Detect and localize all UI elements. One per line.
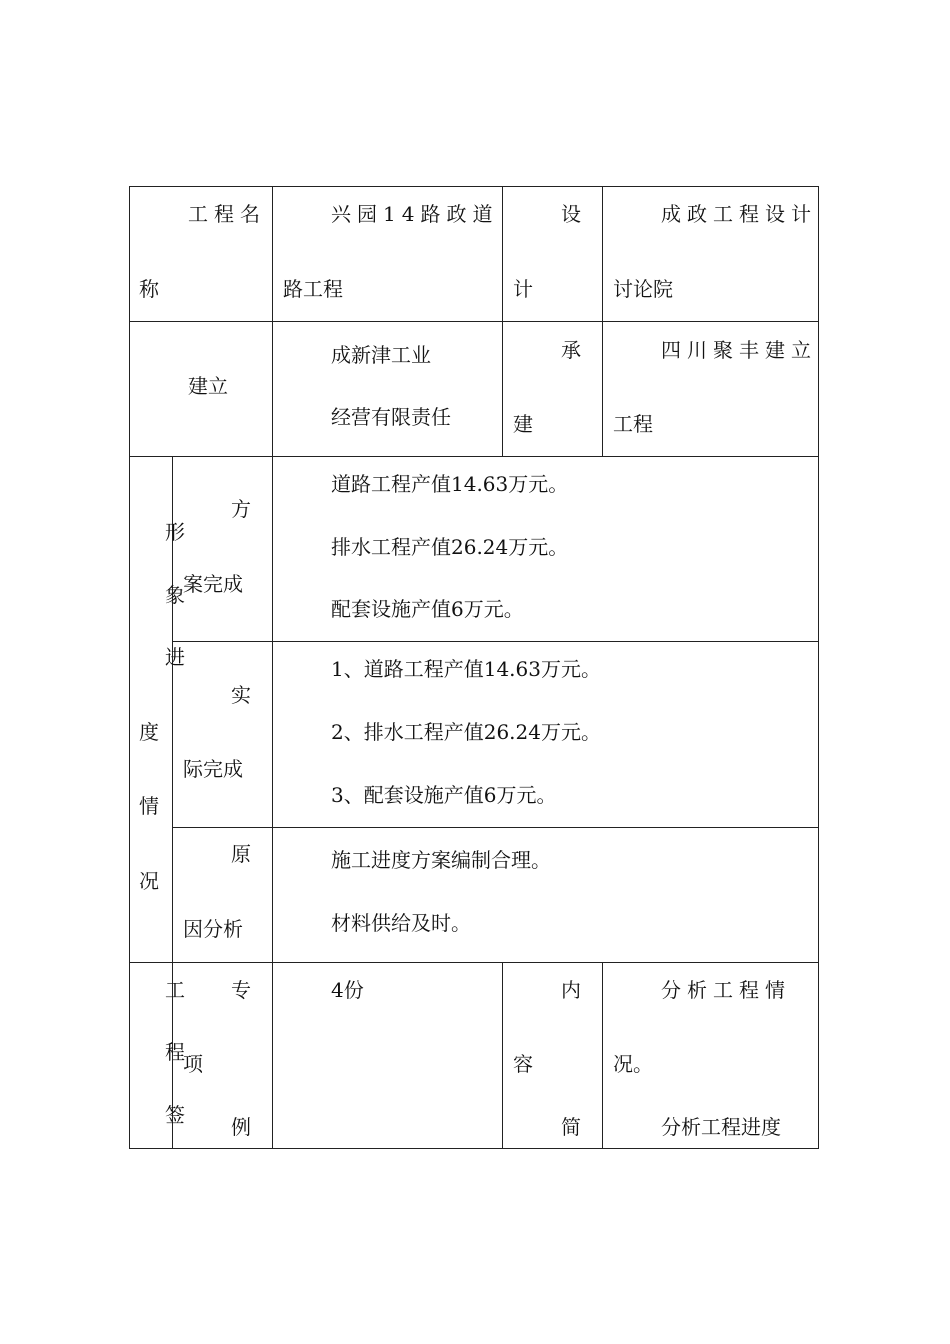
project-name-value-cont: 路工程 [283, 277, 343, 301]
project-name-label-cont: 称 [139, 277, 159, 301]
contractor-label-cont: 建 [513, 412, 533, 436]
progress-label-char: 度 [139, 720, 159, 744]
row-divider [172, 641, 819, 642]
design-label: 设 [561, 202, 581, 226]
summary-value: 分析工程情 [661, 978, 791, 1002]
row-divider [129, 962, 819, 963]
table-border-top [129, 186, 819, 187]
builder-value: 成新津工业 [331, 343, 431, 367]
copies-value: 4份 [331, 978, 364, 1002]
special-label-char: 专 [231, 978, 251, 1002]
progress-label-char: 情 [139, 794, 159, 818]
builder-label: 建立 [188, 374, 228, 398]
reason-line: 施工进度方案编制合理。 [331, 848, 551, 872]
column-divider [272, 186, 273, 1149]
summary-label-char: 简 [561, 1115, 581, 1139]
visa-label-char: 工 [165, 978, 185, 1002]
summary-value-cont: 分析工程进度 [661, 1115, 781, 1139]
plan-line: 配套设施产值6万元。 [331, 597, 524, 621]
contractor-value: 四川聚丰建立 [661, 338, 817, 362]
actual-label: 实 [231, 683, 251, 707]
actual-label-cont: 际完成 [183, 757, 243, 781]
design-value: 成政工程设计 [661, 202, 817, 226]
project-name-label: 工程名 [188, 202, 266, 226]
row-divider [129, 321, 819, 322]
reason-label: 原 [231, 842, 251, 866]
plan-line: 道路工程产值14.63万元。 [331, 472, 569, 496]
progress-label-char: 进 [165, 645, 185, 669]
plan-label-cont: 案完成 [183, 572, 243, 596]
actual-line: 2、排水工程产值26.24万元。 [331, 720, 601, 744]
row-divider [129, 456, 819, 457]
design-value-cont: 讨论院 [613, 277, 673, 301]
summary-label-char: 容 [513, 1052, 533, 1076]
design-label-cont: 计 [513, 277, 533, 301]
progress-label-char: 形 [165, 520, 185, 544]
plan-line: 排水工程产值26.24万元。 [331, 535, 569, 559]
column-divider [502, 186, 503, 457]
special-label-char: 例 [231, 1115, 251, 1139]
contractor-value-cont: 工程 [613, 412, 653, 436]
special-label-char: 项 [183, 1052, 203, 1076]
table-border-bottom [129, 1148, 819, 1149]
visa-label-char: 程 [165, 1040, 185, 1064]
column-divider [602, 186, 603, 457]
plan-label: 方 [231, 497, 251, 521]
actual-line: 3、配套设施产值6万元。 [331, 783, 557, 807]
reason-label-cont: 因分析 [183, 917, 243, 941]
row-divider [172, 827, 819, 828]
progress-label-char: 况 [139, 869, 159, 893]
table-border-right [818, 186, 819, 1149]
visa-label-char: 签 [165, 1103, 185, 1127]
column-divider [502, 962, 503, 1149]
project-name-value: 兴园14路政道 [331, 202, 499, 226]
table-border-left [129, 186, 130, 1149]
summary-label-char: 内 [561, 978, 581, 1002]
column-divider [602, 962, 603, 1149]
summary-value-cont: 况。 [613, 1052, 653, 1076]
builder-value-cont: 经营有限责任 [331, 405, 451, 429]
contractor-label: 承 [561, 338, 581, 362]
actual-line: 1、道路工程产值14.63万元。 [331, 657, 601, 681]
reason-line: 材料供给及时。 [331, 911, 471, 935]
progress-label-char: 象 [165, 583, 185, 607]
